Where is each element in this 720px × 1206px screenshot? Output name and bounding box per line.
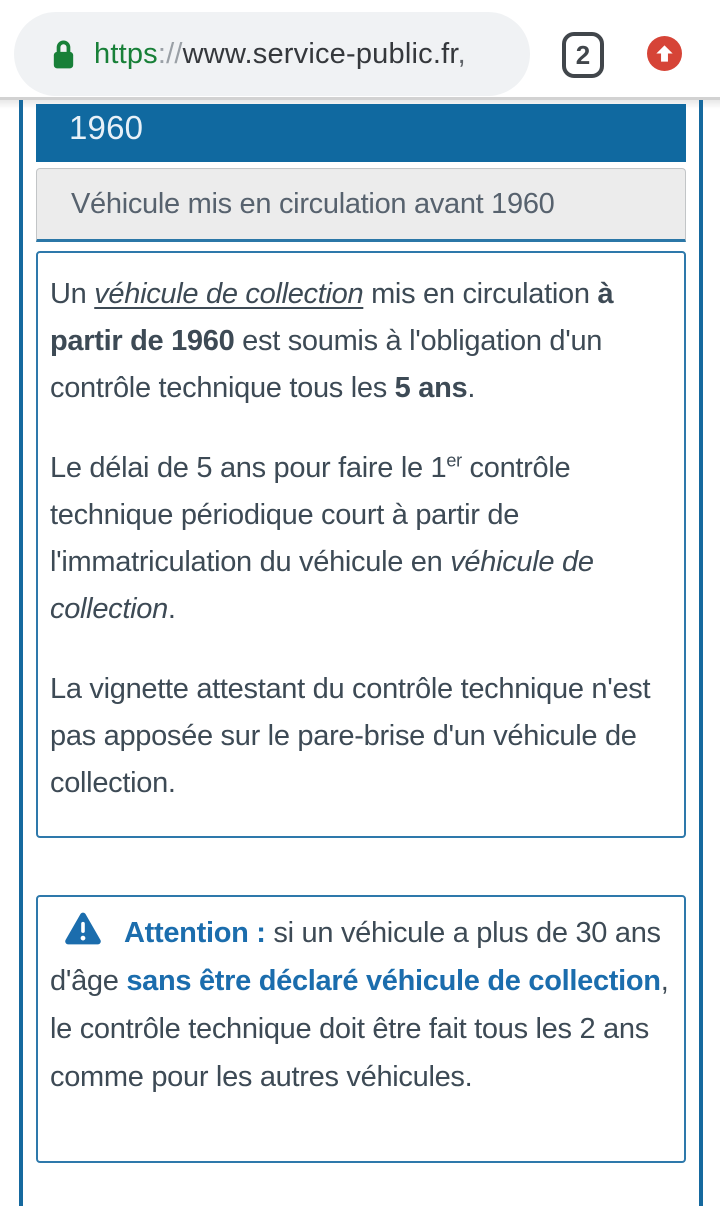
url-host: www.service-public.fr [182,37,458,70]
warning-text: si un véhicule a plus de 30 ans d'âge [50,917,661,997]
tab-active-vehicule-apres-1960[interactable] [36,104,686,162]
url-clipped-fragment: , [457,37,466,70]
panel-left-border [19,100,23,1206]
lock-icon[interactable] [50,38,77,71]
p2-text: Le délai de 5 ans pour faire le 1 [50,452,447,484]
p2-text: contrôle technique périodique court à partir de l'immatriculation du véhicule en [50,452,571,578]
definition-link-vehicule-de-collection[interactable]: véhicule de collection [94,278,364,310]
p1-text: est soumis à l'obligation d'un contrôle technique tous les [50,325,603,404]
p1-text: mis en circulation [363,278,598,310]
p3-text: La vignette attestant du contrôle technique n'est pas apposée sur le pare-brise d'un véhicule de collection. [50,673,651,799]
tab-inactive-label: Véhicule mis en circulation avant 1960 [71,187,555,220]
p1-text: . [467,372,476,404]
tab-panel-content [36,251,686,838]
address-bar[interactable] [14,12,530,96]
p1-bold-5-ans: 5 ans [394,372,468,404]
arrow-up-icon [653,42,676,65]
warning-bold-text: sans être déclaré véhicule de collection [126,965,661,997]
warning-label: Attention : [124,917,266,949]
tab-switcher-button[interactable] [562,32,604,78]
browser-toolbar [0,0,720,97]
warning-triangle-icon [64,912,102,945]
url-separator: :// [157,37,183,70]
url-text [94,38,466,71]
p1-bold-a-partir-de-1960: à partir de 1960 [50,278,614,357]
warning-callout [36,895,686,1163]
paragraph-3 [50,666,672,807]
tab-vehicule-avant-1960[interactable] [36,168,686,242]
paragraph-1 [50,271,672,412]
warning-text: , le contrôle technique doit être fait tous les 2 ans comme pour les autres véhicules. [50,965,669,1093]
tab-count: 2 [575,39,591,70]
p2-text: . [167,593,176,625]
p1-text: Un [50,278,95,310]
paragraph-2 [50,445,672,633]
panel-right-border [699,100,703,1206]
p2-italic-vehicule-de-collection: véhicule de collection [50,546,594,625]
tab-active-label: 1960 [69,109,144,146]
browser-update-button[interactable] [647,36,682,71]
p2-ordinal-superscript: er [446,450,462,471]
url-scheme: https [94,37,158,70]
